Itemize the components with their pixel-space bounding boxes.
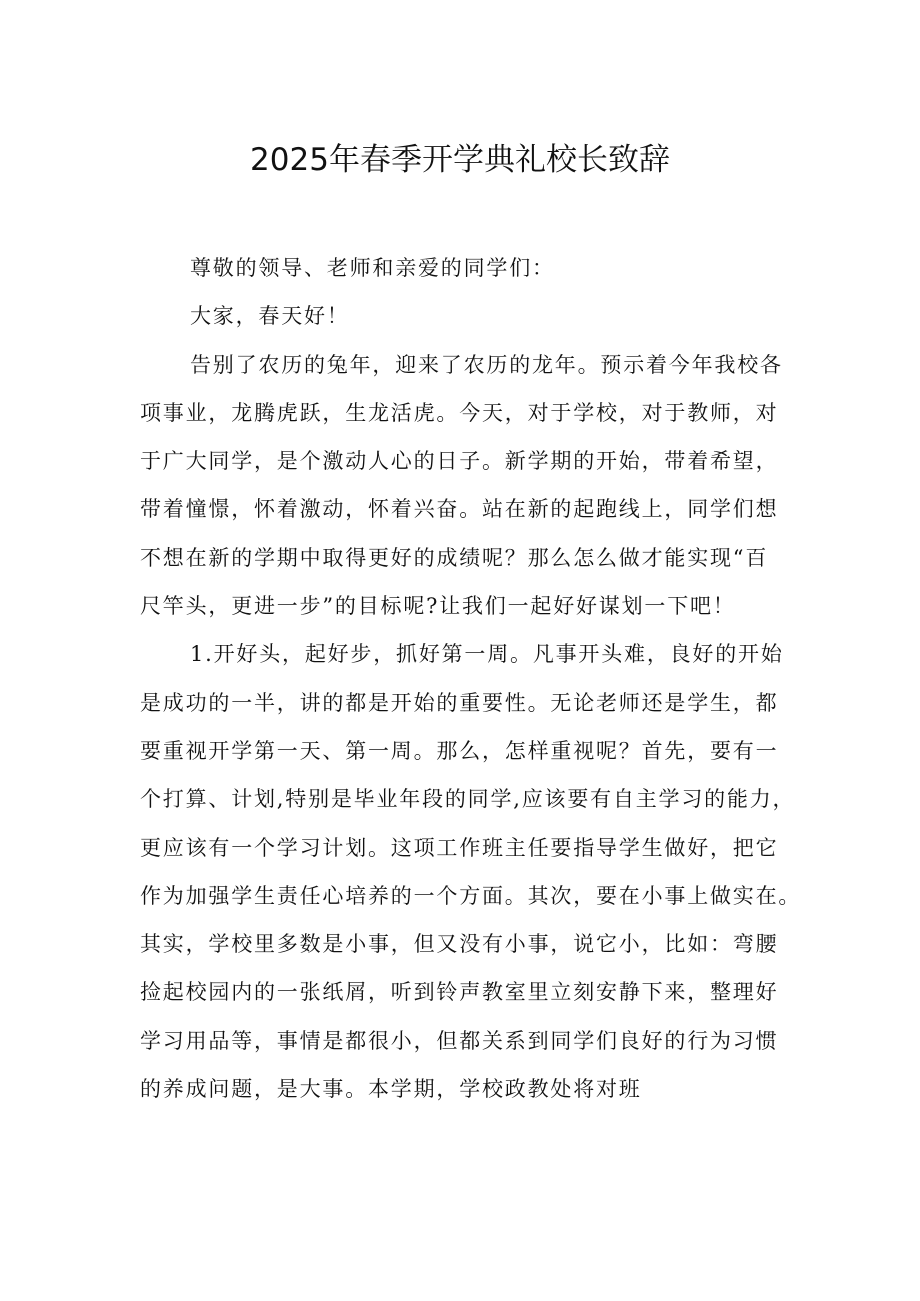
paragraph-line: 的养成问题，是大事。本学期，学校政教处将对班 bbox=[140, 1077, 642, 1102]
paragraph-line: 项事业，龙腾虎跃，生龙活虎。今天，对于学校，对于教师，对 bbox=[140, 400, 779, 425]
paragraph-line: 更应该有一个学习计划。这项工作班主任要指导学生做好，把它 bbox=[140, 835, 779, 860]
greeting-line: 大家，春天好！ bbox=[190, 304, 350, 329]
paragraph-line: 于广大同学，是个激动人心的日子。新学期的开始，带着希望， bbox=[140, 449, 779, 474]
paragraph-line: 不想在新的学期中取得更好的成绩呢？那么怎么做才能实现“百 bbox=[140, 545, 769, 570]
paragraph-line: 是成功的一半，讲的都是开始的重要性。无论老师还是学生，都 bbox=[140, 690, 779, 715]
document-body bbox=[140, 244, 800, 1113]
paragraph-line: 告别了农历的兔年，迎来了农历的龙年。预示着今年我校各 bbox=[190, 352, 783, 377]
paragraph-line: 要重视开学第一天、第一周。那么，怎样重视呢？首先，要有一 bbox=[140, 738, 779, 763]
paragraph-line: 1.开好头，起好步，抓好第一周。凡事开头难，良好的开始 bbox=[190, 642, 784, 667]
paragraph-line: 尺竿头，更进一步”的目标呢?让我们一起好好谋划一下吧！ bbox=[140, 594, 736, 619]
paragraph-line: 捡起校园内的一张纸屑，听到铃声教室里立刻安静下来，整理好 bbox=[140, 980, 779, 1005]
paragraph-line: 学习用品等，事情是都很小，但都关系到同学们良好的行为习惯 bbox=[140, 1028, 779, 1053]
paragraph-line: 作为加强学生责任心培养的一个方面。其次，要在小事上做实在。 bbox=[140, 883, 802, 908]
paragraph-line: 个打算、计划,特别是毕业年段的同学,应该要有自主学习的能力， bbox=[140, 787, 796, 812]
salutation-line: 尊敬的领导、老师和亲爱的同学们： bbox=[190, 256, 555, 280]
document-title: 2025年春季开学典礼校长致辞 bbox=[250, 142, 670, 178]
paragraph-line: 带着憧憬，怀着激动，怀着兴奋。站在新的起跑线上，同学们想 bbox=[140, 497, 779, 522]
paragraph-line: 其实，学校里多数是小事，但又没有小事，说它小，比如：弯腰 bbox=[140, 932, 779, 957]
